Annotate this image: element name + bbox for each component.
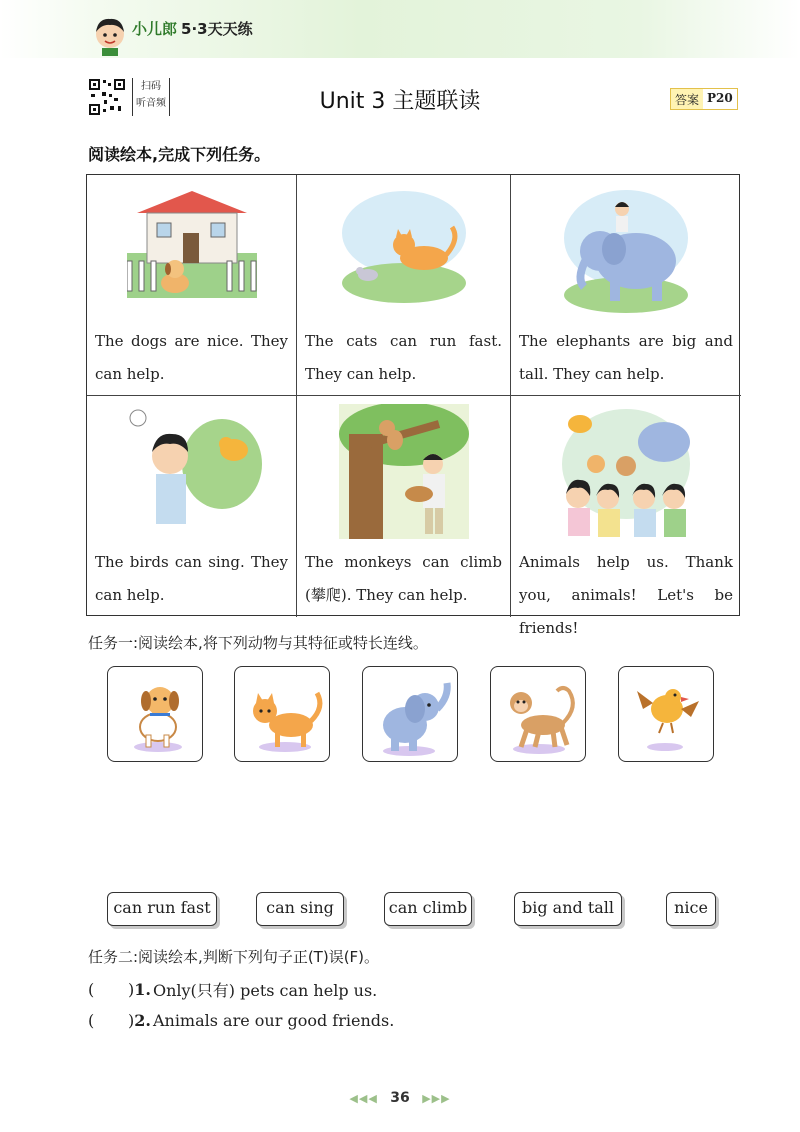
left-arrows-icon: ◀◀◀ bbox=[349, 1092, 378, 1105]
trait-box[interactable]: can run fast bbox=[107, 892, 217, 926]
answer-blank-open[interactable]: ( bbox=[88, 1011, 95, 1030]
boy-bird-illustration bbox=[122, 404, 262, 534]
instruction: 阅读绘本,完成下列任务。 bbox=[88, 145, 271, 164]
story-cell bbox=[511, 175, 741, 396]
story-text: Animals help us. Thank you, animals! Let's be friends! bbox=[519, 553, 733, 637]
story-text: The dogs are nice. They can help. bbox=[95, 332, 288, 383]
task1-title: 任务一:阅读绘本,将下列动物与其特征或特长连线。 bbox=[88, 634, 428, 652]
animal-card-bird bbox=[618, 666, 714, 762]
page-title: Unit 3 主题联读 bbox=[319, 89, 481, 114]
trait-box[interactable]: can climb bbox=[384, 892, 472, 926]
trait-box[interactable]: can sing bbox=[256, 892, 344, 926]
answer-label: 答案 bbox=[675, 93, 700, 107]
trait-box[interactable]: big and tall bbox=[514, 892, 622, 926]
story-cell bbox=[511, 396, 741, 637]
answer-tag bbox=[670, 88, 738, 110]
story-text: The monkeys can climb (攀爬). They can help. bbox=[305, 553, 502, 604]
boy-mascot-icon bbox=[88, 14, 132, 56]
statement-number: 2. bbox=[134, 1011, 151, 1030]
brand-logo: 小儿郎 bbox=[132, 20, 178, 38]
monkey-tree-illustration bbox=[339, 404, 469, 539]
brand bbox=[132, 18, 253, 39]
answer-blank-close: ) bbox=[128, 980, 135, 999]
girl-on-elephant-illustration bbox=[556, 183, 696, 318]
brand-series: 5·3天天练 bbox=[181, 20, 253, 38]
statement-text: Animals are our good friends. bbox=[152, 1011, 395, 1030]
page-footer bbox=[0, 1090, 800, 1106]
statement-row bbox=[88, 978, 377, 1001]
bird-icon bbox=[619, 667, 715, 763]
qr-label-line2: 听音频 bbox=[136, 98, 166, 109]
story-cell bbox=[297, 175, 511, 396]
story-grid bbox=[86, 174, 740, 637]
dog-house-illustration bbox=[127, 183, 257, 313]
qr-label bbox=[132, 78, 170, 116]
animal-card-elephant bbox=[362, 666, 458, 762]
story-cell bbox=[297, 396, 511, 617]
elephant-icon bbox=[363, 667, 459, 763]
answer-blank-close: ) bbox=[128, 1011, 135, 1030]
story-text: The cats can run fast. They can help. bbox=[305, 332, 502, 383]
right-arrows-icon: ▶▶▶ bbox=[422, 1092, 451, 1105]
answer-blank-open[interactable]: ( bbox=[88, 980, 95, 999]
statement-number: 1. bbox=[134, 980, 151, 999]
qr-code-icon[interactable] bbox=[88, 78, 126, 116]
story-text: The birds can sing. They can help. bbox=[95, 553, 288, 604]
story-cell bbox=[87, 175, 297, 396]
qr-label-line1: 扫码 bbox=[141, 81, 161, 92]
children-animals-illustration bbox=[556, 404, 696, 539]
cat-mouse-illustration bbox=[334, 183, 474, 313]
statement-row bbox=[88, 1011, 394, 1030]
story-cell bbox=[87, 396, 297, 617]
monkey-icon bbox=[491, 667, 587, 763]
animal-card-cat bbox=[234, 666, 330, 762]
statement-text: Only(只有) pets can help us. bbox=[152, 981, 378, 1000]
animal-card-monkey bbox=[490, 666, 586, 762]
answer-page: P20 bbox=[703, 89, 737, 109]
story-text: The elephants are big and tall. They can help. bbox=[519, 332, 733, 383]
trait-box[interactable]: nice bbox=[666, 892, 716, 926]
task2-title: 任务二:阅读绘本,判断下列句子正(T)误(F)。 bbox=[88, 948, 380, 966]
dog-icon bbox=[108, 667, 204, 763]
cat-icon bbox=[235, 667, 331, 763]
animal-card-dog bbox=[107, 666, 203, 762]
page-number: 36 bbox=[390, 1090, 410, 1106]
